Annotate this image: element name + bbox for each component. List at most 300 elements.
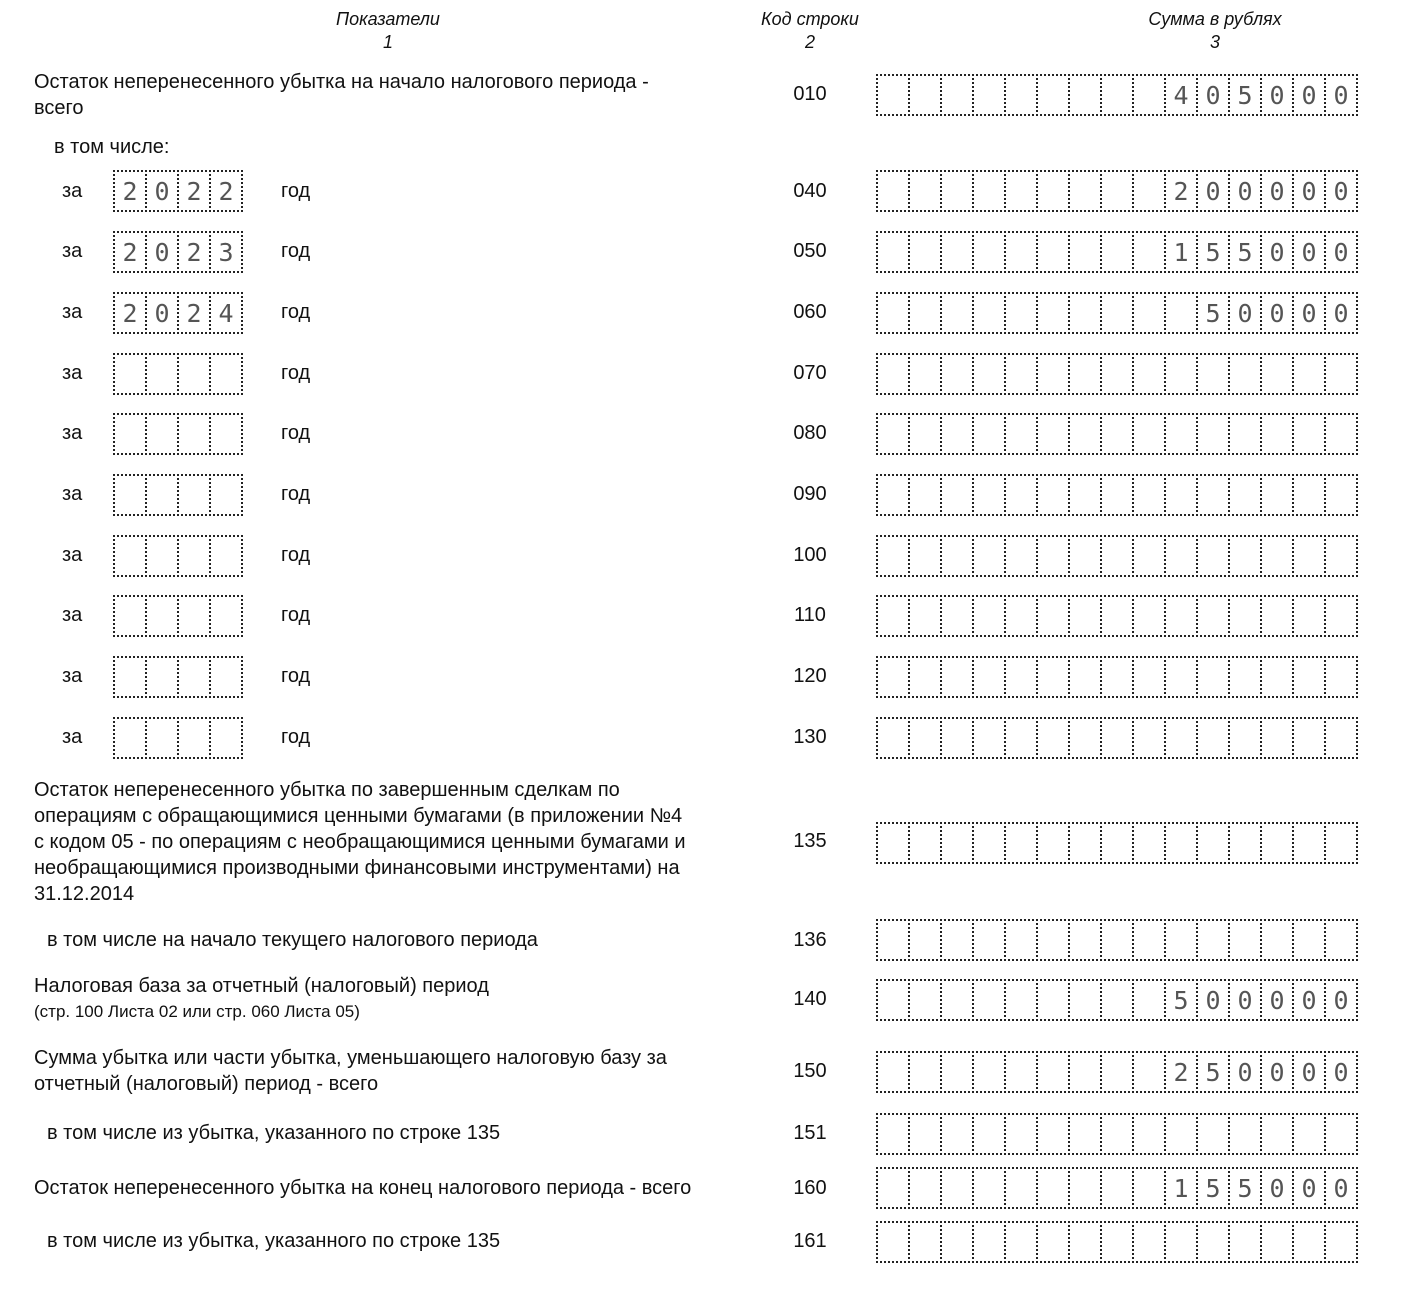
digit-cell[interactable] bbox=[940, 656, 974, 698]
digit-cell[interactable] bbox=[972, 1051, 1006, 1093]
digit-cell[interactable] bbox=[940, 170, 974, 212]
digit-cell[interactable] bbox=[1036, 656, 1070, 698]
digit-cell[interactable] bbox=[1100, 292, 1134, 334]
digit-cell[interactable] bbox=[1196, 822, 1230, 864]
row-151-amount-field[interactable] bbox=[876, 1113, 1356, 1155]
row-100-year-field[interactable] bbox=[113, 535, 241, 577]
digit-cell[interactable] bbox=[940, 474, 974, 516]
digit-cell[interactable] bbox=[876, 1167, 910, 1209]
digit-cell[interactable]: 0 bbox=[1324, 1167, 1358, 1209]
digit-cell[interactable]: 2 bbox=[113, 292, 147, 334]
digit-cell[interactable] bbox=[908, 919, 942, 961]
digit-cell[interactable] bbox=[1132, 1113, 1166, 1155]
digit-cell[interactable]: 0 bbox=[1260, 170, 1294, 212]
digit-cell[interactable] bbox=[1196, 1221, 1230, 1263]
digit-cell[interactable]: 0 bbox=[1292, 74, 1326, 116]
digit-cell[interactable] bbox=[209, 717, 243, 759]
digit-cell[interactable] bbox=[1100, 353, 1134, 395]
digit-cell[interactable] bbox=[1100, 474, 1134, 516]
digit-cell[interactable] bbox=[145, 413, 179, 455]
digit-cell[interactable] bbox=[1196, 413, 1230, 455]
digit-cell[interactable]: 0 bbox=[1228, 170, 1262, 212]
digit-cell[interactable] bbox=[177, 535, 211, 577]
digit-cell[interactable] bbox=[1036, 979, 1070, 1021]
digit-cell[interactable] bbox=[1004, 1051, 1038, 1093]
digit-cell[interactable] bbox=[1260, 413, 1294, 455]
digit-cell[interactable] bbox=[1260, 535, 1294, 577]
digit-cell[interactable] bbox=[876, 822, 910, 864]
digit-cell[interactable] bbox=[1036, 1221, 1070, 1263]
digit-cell[interactable]: 0 bbox=[1292, 979, 1326, 1021]
digit-cell[interactable]: 0 bbox=[1292, 231, 1326, 273]
digit-cell[interactable] bbox=[1260, 353, 1294, 395]
digit-cell[interactable]: 0 bbox=[1324, 74, 1358, 116]
digit-cell[interactable] bbox=[1132, 353, 1166, 395]
digit-cell[interactable] bbox=[1164, 353, 1198, 395]
digit-cell[interactable] bbox=[1260, 1113, 1294, 1155]
digit-cell[interactable] bbox=[940, 292, 974, 334]
digit-cell[interactable] bbox=[972, 413, 1006, 455]
digit-cell[interactable] bbox=[1228, 413, 1262, 455]
digit-cell[interactable] bbox=[1228, 717, 1262, 759]
digit-cell[interactable] bbox=[1004, 1167, 1038, 1209]
digit-cell[interactable]: 0 bbox=[1260, 979, 1294, 1021]
digit-cell[interactable] bbox=[908, 170, 942, 212]
digit-cell[interactable] bbox=[908, 1113, 942, 1155]
digit-cell[interactable] bbox=[1068, 919, 1102, 961]
digit-cell[interactable] bbox=[177, 353, 211, 395]
digit-cell[interactable]: 0 bbox=[1292, 1051, 1326, 1093]
digit-cell[interactable] bbox=[1036, 1113, 1070, 1155]
digit-cell[interactable] bbox=[1068, 595, 1102, 637]
digit-cell[interactable] bbox=[209, 353, 243, 395]
row-090-amount-field[interactable] bbox=[876, 474, 1356, 516]
digit-cell[interactable] bbox=[1004, 474, 1038, 516]
digit-cell[interactable] bbox=[1164, 822, 1198, 864]
digit-cell[interactable] bbox=[145, 595, 179, 637]
digit-cell[interactable] bbox=[1164, 595, 1198, 637]
digit-cell[interactable]: 5 bbox=[1164, 979, 1198, 1021]
digit-cell[interactable] bbox=[1132, 170, 1166, 212]
digit-cell[interactable] bbox=[1068, 353, 1102, 395]
digit-cell[interactable]: 4 bbox=[1164, 74, 1198, 116]
digit-cell[interactable] bbox=[1164, 413, 1198, 455]
digit-cell[interactable] bbox=[1292, 717, 1326, 759]
digit-cell[interactable] bbox=[1004, 170, 1038, 212]
digit-cell[interactable]: 0 bbox=[1228, 979, 1262, 1021]
digit-cell[interactable] bbox=[1004, 595, 1038, 637]
digit-cell[interactable]: 0 bbox=[1260, 74, 1294, 116]
row-040-year-field[interactable] bbox=[113, 170, 241, 212]
digit-cell[interactable] bbox=[1228, 822, 1262, 864]
digit-cell[interactable]: 0 bbox=[1260, 292, 1294, 334]
digit-cell[interactable] bbox=[113, 535, 147, 577]
digit-cell[interactable]: 0 bbox=[1292, 1167, 1326, 1209]
digit-cell[interactable]: 5 bbox=[1196, 231, 1230, 273]
digit-cell[interactable] bbox=[1036, 353, 1070, 395]
digit-cell[interactable] bbox=[1228, 474, 1262, 516]
digit-cell[interactable] bbox=[177, 413, 211, 455]
digit-cell[interactable] bbox=[908, 1221, 942, 1263]
row-136-amount-field[interactable] bbox=[876, 919, 1356, 961]
digit-cell[interactable]: 0 bbox=[1260, 1167, 1294, 1209]
digit-cell[interactable] bbox=[1132, 292, 1166, 334]
digit-cell[interactable]: 5 bbox=[1196, 292, 1230, 334]
row-160-amount-field[interactable] bbox=[876, 1167, 1356, 1209]
digit-cell[interactable] bbox=[1068, 822, 1102, 864]
digit-cell[interactable] bbox=[1068, 717, 1102, 759]
digit-cell[interactable] bbox=[1260, 822, 1294, 864]
digit-cell[interactable] bbox=[1036, 413, 1070, 455]
digit-cell[interactable] bbox=[908, 656, 942, 698]
digit-cell[interactable]: 0 bbox=[1260, 1051, 1294, 1093]
digit-cell[interactable]: 0 bbox=[145, 292, 179, 334]
digit-cell[interactable] bbox=[1004, 979, 1038, 1021]
digit-cell[interactable]: 3 bbox=[209, 231, 243, 273]
digit-cell[interactable] bbox=[908, 474, 942, 516]
digit-cell[interactable] bbox=[1132, 656, 1166, 698]
digit-cell[interactable] bbox=[145, 717, 179, 759]
digit-cell[interactable] bbox=[940, 1221, 974, 1263]
digit-cell[interactable] bbox=[940, 822, 974, 864]
digit-cell[interactable] bbox=[1036, 231, 1070, 273]
digit-cell[interactable] bbox=[1068, 74, 1102, 116]
digit-cell[interactable] bbox=[113, 717, 147, 759]
digit-cell[interactable] bbox=[1132, 231, 1166, 273]
digit-cell[interactable] bbox=[1100, 717, 1134, 759]
digit-cell[interactable] bbox=[1100, 919, 1134, 961]
digit-cell[interactable] bbox=[1132, 979, 1166, 1021]
digit-cell[interactable] bbox=[1164, 474, 1198, 516]
digit-cell[interactable]: 0 bbox=[145, 170, 179, 212]
digit-cell[interactable] bbox=[1036, 1167, 1070, 1209]
row-040-amount-field[interactable] bbox=[876, 170, 1356, 212]
digit-cell[interactable] bbox=[1004, 413, 1038, 455]
digit-cell[interactable] bbox=[908, 1051, 942, 1093]
digit-cell[interactable] bbox=[940, 717, 974, 759]
digit-cell[interactable]: 0 bbox=[1228, 1051, 1262, 1093]
digit-cell[interactable] bbox=[1100, 1051, 1134, 1093]
digit-cell[interactable] bbox=[1132, 919, 1166, 961]
digit-cell[interactable]: 0 bbox=[1196, 74, 1230, 116]
digit-cell[interactable] bbox=[1228, 353, 1262, 395]
digit-cell[interactable] bbox=[876, 656, 910, 698]
row-161-amount-field[interactable] bbox=[876, 1221, 1356, 1263]
digit-cell[interactable] bbox=[1132, 74, 1166, 116]
digit-cell[interactable] bbox=[972, 919, 1006, 961]
digit-cell[interactable] bbox=[1004, 1221, 1038, 1263]
digit-cell[interactable] bbox=[940, 231, 974, 273]
digit-cell[interactable] bbox=[1324, 1221, 1358, 1263]
digit-cell[interactable] bbox=[940, 595, 974, 637]
digit-cell[interactable] bbox=[1100, 656, 1134, 698]
digit-cell[interactable] bbox=[1100, 231, 1134, 273]
digit-cell[interactable] bbox=[1164, 717, 1198, 759]
digit-cell[interactable] bbox=[972, 231, 1006, 273]
digit-cell[interactable] bbox=[1196, 717, 1230, 759]
digit-cell[interactable]: 5 bbox=[1228, 231, 1262, 273]
digit-cell[interactable] bbox=[1100, 1167, 1134, 1209]
digit-cell[interactable] bbox=[972, 1221, 1006, 1263]
digit-cell[interactable] bbox=[972, 474, 1006, 516]
digit-cell[interactable] bbox=[876, 1221, 910, 1263]
digit-cell[interactable]: 2 bbox=[209, 170, 243, 212]
digit-cell[interactable] bbox=[1324, 717, 1358, 759]
digit-cell[interactable] bbox=[908, 535, 942, 577]
digit-cell[interactable]: 2 bbox=[113, 231, 147, 273]
digit-cell[interactable] bbox=[1164, 919, 1198, 961]
digit-cell[interactable] bbox=[1228, 919, 1262, 961]
digit-cell[interactable] bbox=[209, 535, 243, 577]
digit-cell[interactable] bbox=[1100, 413, 1134, 455]
digit-cell[interactable] bbox=[972, 822, 1006, 864]
row-060-year-field[interactable] bbox=[113, 292, 241, 334]
digit-cell[interactable] bbox=[1260, 1221, 1294, 1263]
digit-cell[interactable]: 0 bbox=[1324, 979, 1358, 1021]
digit-cell[interactable] bbox=[1196, 1113, 1230, 1155]
digit-cell[interactable] bbox=[1292, 1113, 1326, 1155]
row-140-amount-field[interactable] bbox=[876, 979, 1356, 1021]
digit-cell[interactable] bbox=[209, 474, 243, 516]
digit-cell[interactable] bbox=[940, 919, 974, 961]
row-150-amount-field[interactable] bbox=[876, 1051, 1356, 1093]
digit-cell[interactable] bbox=[113, 595, 147, 637]
digit-cell[interactable] bbox=[1292, 474, 1326, 516]
digit-cell[interactable] bbox=[1196, 535, 1230, 577]
digit-cell[interactable] bbox=[876, 292, 910, 334]
digit-cell[interactable] bbox=[1004, 717, 1038, 759]
digit-cell[interactable]: 0 bbox=[1228, 292, 1262, 334]
digit-cell[interactable] bbox=[972, 170, 1006, 212]
digit-cell[interactable] bbox=[1164, 656, 1198, 698]
digit-cell[interactable]: 0 bbox=[1292, 170, 1326, 212]
digit-cell[interactable] bbox=[1164, 1113, 1198, 1155]
digit-cell[interactable] bbox=[1292, 1221, 1326, 1263]
digit-cell[interactable] bbox=[1260, 919, 1294, 961]
digit-cell[interactable] bbox=[1292, 919, 1326, 961]
digit-cell[interactable]: 0 bbox=[1324, 170, 1358, 212]
digit-cell[interactable] bbox=[940, 1051, 974, 1093]
digit-cell[interactable] bbox=[209, 413, 243, 455]
digit-cell[interactable]: 2 bbox=[177, 170, 211, 212]
digit-cell[interactable] bbox=[876, 231, 910, 273]
digit-cell[interactable] bbox=[1292, 535, 1326, 577]
digit-cell[interactable] bbox=[1036, 1051, 1070, 1093]
digit-cell[interactable] bbox=[1292, 413, 1326, 455]
digit-cell[interactable] bbox=[908, 717, 942, 759]
digit-cell[interactable] bbox=[1004, 1113, 1038, 1155]
digit-cell[interactable] bbox=[1132, 535, 1166, 577]
digit-cell[interactable] bbox=[1324, 595, 1358, 637]
digit-cell[interactable] bbox=[1260, 656, 1294, 698]
digit-cell[interactable] bbox=[1260, 717, 1294, 759]
digit-cell[interactable] bbox=[940, 979, 974, 1021]
digit-cell[interactable] bbox=[1196, 595, 1230, 637]
digit-cell[interactable] bbox=[145, 353, 179, 395]
digit-cell[interactable]: 2 bbox=[177, 231, 211, 273]
row-130-amount-field[interactable] bbox=[876, 717, 1356, 759]
digit-cell[interactable] bbox=[908, 353, 942, 395]
digit-cell[interactable] bbox=[876, 979, 910, 1021]
digit-cell[interactable] bbox=[1004, 353, 1038, 395]
digit-cell[interactable] bbox=[1324, 474, 1358, 516]
digit-cell[interactable] bbox=[908, 1167, 942, 1209]
digit-cell[interactable] bbox=[145, 656, 179, 698]
row-120-year-field[interactable] bbox=[113, 656, 241, 698]
digit-cell[interactable] bbox=[1132, 1221, 1166, 1263]
digit-cell[interactable] bbox=[1036, 717, 1070, 759]
digit-cell[interactable] bbox=[940, 1167, 974, 1209]
digit-cell[interactable] bbox=[1196, 919, 1230, 961]
row-130-year-field[interactable] bbox=[113, 717, 241, 759]
digit-cell[interactable] bbox=[1324, 413, 1358, 455]
row-100-amount-field[interactable] bbox=[876, 535, 1356, 577]
digit-cell[interactable] bbox=[1068, 474, 1102, 516]
digit-cell[interactable] bbox=[972, 292, 1006, 334]
digit-cell[interactable] bbox=[1292, 353, 1326, 395]
digit-cell[interactable]: 5 bbox=[1196, 1167, 1230, 1209]
digit-cell[interactable] bbox=[1004, 74, 1038, 116]
row-080-year-field[interactable] bbox=[113, 413, 241, 455]
digit-cell[interactable] bbox=[940, 413, 974, 455]
digit-cell[interactable]: 2 bbox=[1164, 170, 1198, 212]
digit-cell[interactable] bbox=[908, 413, 942, 455]
digit-cell[interactable] bbox=[1324, 1113, 1358, 1155]
digit-cell[interactable]: 1 bbox=[1164, 231, 1198, 273]
digit-cell[interactable] bbox=[908, 292, 942, 334]
digit-cell[interactable] bbox=[940, 74, 974, 116]
digit-cell[interactable] bbox=[1100, 1221, 1134, 1263]
digit-cell[interactable] bbox=[1068, 292, 1102, 334]
digit-cell[interactable] bbox=[1036, 170, 1070, 212]
digit-cell[interactable] bbox=[1004, 822, 1038, 864]
digit-cell[interactable]: 5 bbox=[1228, 1167, 1262, 1209]
digit-cell[interactable] bbox=[1068, 1221, 1102, 1263]
digit-cell[interactable] bbox=[1132, 822, 1166, 864]
digit-cell[interactable]: 2 bbox=[1164, 1051, 1198, 1093]
digit-cell[interactable] bbox=[1132, 1167, 1166, 1209]
digit-cell[interactable] bbox=[972, 717, 1006, 759]
digit-cell[interactable] bbox=[1324, 822, 1358, 864]
digit-cell[interactable] bbox=[1068, 656, 1102, 698]
digit-cell[interactable] bbox=[1068, 535, 1102, 577]
digit-cell[interactable] bbox=[1292, 656, 1326, 698]
digit-cell[interactable] bbox=[1036, 822, 1070, 864]
digit-cell[interactable]: 0 bbox=[1196, 170, 1230, 212]
digit-cell[interactable] bbox=[113, 656, 147, 698]
digit-cell[interactable] bbox=[1036, 919, 1070, 961]
digit-cell[interactable]: 5 bbox=[1196, 1051, 1230, 1093]
digit-cell[interactable] bbox=[908, 979, 942, 1021]
digit-cell[interactable] bbox=[876, 170, 910, 212]
digit-cell[interactable] bbox=[876, 535, 910, 577]
digit-cell[interactable] bbox=[876, 353, 910, 395]
digit-cell[interactable]: 0 bbox=[145, 231, 179, 273]
digit-cell[interactable] bbox=[940, 353, 974, 395]
digit-cell[interactable] bbox=[1100, 822, 1134, 864]
digit-cell[interactable] bbox=[1036, 292, 1070, 334]
digit-cell[interactable] bbox=[1068, 979, 1102, 1021]
digit-cell[interactable] bbox=[1196, 474, 1230, 516]
digit-cell[interactable] bbox=[972, 74, 1006, 116]
digit-cell[interactable]: 0 bbox=[1324, 231, 1358, 273]
digit-cell[interactable] bbox=[209, 595, 243, 637]
digit-cell[interactable] bbox=[145, 474, 179, 516]
digit-cell[interactable] bbox=[1132, 1051, 1166, 1093]
digit-cell[interactable]: 1 bbox=[1164, 1167, 1198, 1209]
digit-cell[interactable] bbox=[1324, 535, 1358, 577]
digit-cell[interactable] bbox=[209, 656, 243, 698]
digit-cell[interactable] bbox=[1132, 595, 1166, 637]
digit-cell[interactable] bbox=[1004, 292, 1038, 334]
digit-cell[interactable] bbox=[940, 535, 974, 577]
digit-cell[interactable] bbox=[940, 1113, 974, 1155]
digit-cell[interactable] bbox=[1196, 656, 1230, 698]
row-060-amount-field[interactable] bbox=[876, 292, 1356, 334]
digit-cell[interactable] bbox=[908, 231, 942, 273]
digit-cell[interactable] bbox=[113, 413, 147, 455]
row-080-amount-field[interactable] bbox=[876, 413, 1356, 455]
digit-cell[interactable] bbox=[876, 595, 910, 637]
digit-cell[interactable] bbox=[177, 595, 211, 637]
digit-cell[interactable] bbox=[1164, 292, 1198, 334]
digit-cell[interactable] bbox=[1036, 74, 1070, 116]
digit-cell[interactable] bbox=[1196, 353, 1230, 395]
digit-cell[interactable] bbox=[1228, 595, 1262, 637]
digit-cell[interactable] bbox=[1036, 535, 1070, 577]
digit-cell[interactable]: 2 bbox=[177, 292, 211, 334]
row-090-year-field[interactable] bbox=[113, 474, 241, 516]
digit-cell[interactable] bbox=[1228, 1221, 1262, 1263]
digit-cell[interactable] bbox=[1004, 231, 1038, 273]
digit-cell[interactable] bbox=[972, 656, 1006, 698]
digit-cell[interactable] bbox=[972, 1113, 1006, 1155]
digit-cell[interactable]: 0 bbox=[1292, 292, 1326, 334]
digit-cell[interactable] bbox=[876, 1113, 910, 1155]
digit-cell[interactable] bbox=[908, 822, 942, 864]
digit-cell[interactable] bbox=[1068, 231, 1102, 273]
digit-cell[interactable] bbox=[1132, 413, 1166, 455]
digit-cell[interactable] bbox=[113, 353, 147, 395]
digit-cell[interactable] bbox=[1292, 822, 1326, 864]
digit-cell[interactable] bbox=[876, 919, 910, 961]
digit-cell[interactable] bbox=[113, 474, 147, 516]
digit-cell[interactable] bbox=[876, 717, 910, 759]
digit-cell[interactable] bbox=[1004, 656, 1038, 698]
digit-cell[interactable] bbox=[1068, 1051, 1102, 1093]
digit-cell[interactable] bbox=[1228, 535, 1262, 577]
digit-cell[interactable]: 5 bbox=[1228, 74, 1262, 116]
digit-cell[interactable] bbox=[1132, 717, 1166, 759]
digit-cell[interactable] bbox=[1004, 919, 1038, 961]
digit-cell[interactable] bbox=[876, 474, 910, 516]
digit-cell[interactable] bbox=[972, 1167, 1006, 1209]
row-110-amount-field[interactable] bbox=[876, 595, 1356, 637]
digit-cell[interactable] bbox=[1068, 413, 1102, 455]
digit-cell[interactable] bbox=[1100, 979, 1134, 1021]
digit-cell[interactable] bbox=[1260, 474, 1294, 516]
digit-cell[interactable] bbox=[908, 74, 942, 116]
digit-cell[interactable] bbox=[1228, 1113, 1262, 1155]
digit-cell[interactable] bbox=[972, 595, 1006, 637]
digit-cell[interactable]: 0 bbox=[1260, 231, 1294, 273]
row-070-year-field[interactable] bbox=[113, 353, 241, 395]
digit-cell[interactable] bbox=[177, 474, 211, 516]
digit-cell[interactable] bbox=[1324, 919, 1358, 961]
digit-cell[interactable] bbox=[1100, 535, 1134, 577]
digit-cell[interactable] bbox=[876, 74, 910, 116]
row-120-amount-field[interactable] bbox=[876, 656, 1356, 698]
